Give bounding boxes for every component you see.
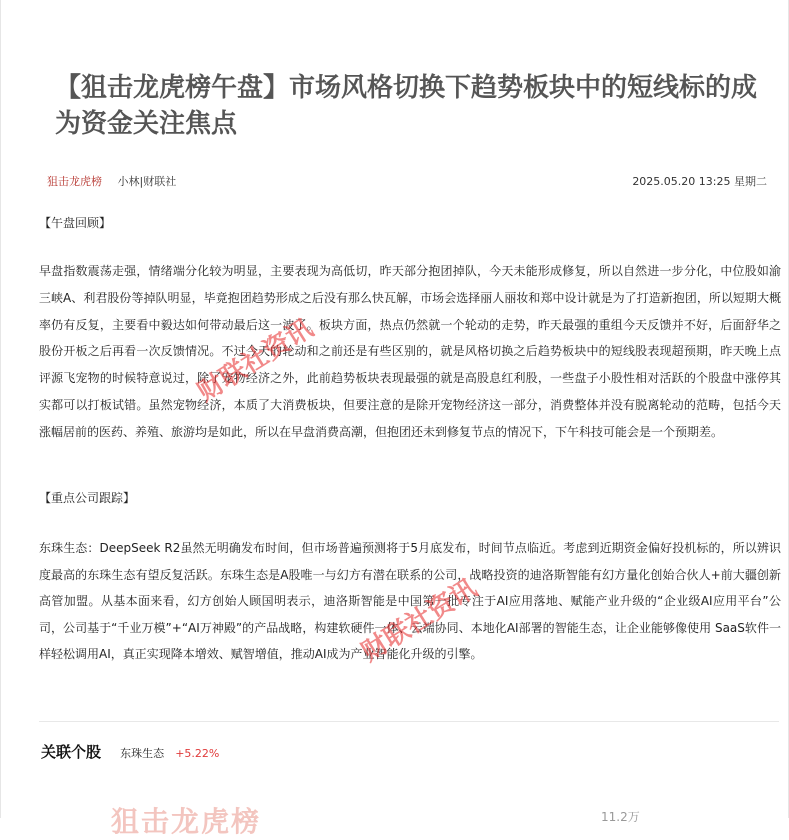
- related-stocks-label: 关联个股: [41, 743, 102, 761]
- section-body-tracking: 东珠生态：DeepSeek R2虽然无明确发布时间，但市场普遍预测将于5月底发布，时间节点临近。考虑到近期资金偏好投机标的，所以辨识度最高的东珠生态有望反复活跃。东珠生态是A股唯一与幻方有潜在联系的公司，战略投资的迪洛斯智能有幻方量化创始合伙人+前大疆创新高管加盟。从基本面来看，幻方创始人顾国明表示，迪洛斯智能是中国第一批专注于AI应用落地、赋能产业升级的“企业级AI应用平台”公司，公司基于“千业万模”+“AI万神殿”的产品战略，构建软硬件一体、云端协同、本地化AI部署的智能生态，让企业能够像使用 SaaS软件一样轻松调用AI，真正实现降本增效、赋智增值，推动AI成为产业智能化升级的引擎。: [39, 541, 781, 661]
- watermark: 财联社资讯: [192, 313, 319, 408]
- related-stocks: [41, 741, 219, 763]
- watermark: 财联社资讯: [356, 573, 483, 668]
- publish-datetime: 2025.05.20 13:25 星期二: [632, 175, 767, 188]
- section-heading-tracking: 【重点公司跟踪】: [39, 491, 136, 505]
- author-label: 小林|财联社: [117, 175, 177, 188]
- article-meta: [47, 173, 767, 191]
- section-body-review: 早盘指数震荡走强，情绪端分化较为明显，主要表现为高低切，昨天部分抱团掉队，今天未能形成修复，所以自然进一步分化，中位股如渝三峡A、利君股份等掉队明显，毕竟抱团趋势形成之后没有那么快瓦解，市场会选择丽人丽妆和郑中设计就是为了打造新抱团，所以短期大概率仍有反复，主要看中毅达如何带动最后这一波了。板块方面，热点仍然就一个轮动的走势，昨天最强的重组今天反馈并不好，后面舒华之股份开板之后再看一次反馈情况。不过今天的轮动和之前还是有些区别的，就是风格切换之后趋势板块中的短线股表现超预期，昨天晚上点评源飞宠物的时候特意说过，除了宠物经济之外，此前趋势板块表现最强的就是高股息红利股，一些盘子小股性相对活跃的个股盘中涨停其实都可以打板试错。虽然宠物经济，本质了大消费板块，但要注意的是除开宠物经济这一部分，消费整体并没有脱离轮动的范畴，包括今天涨幅居前的医药、养殖、旅游均是如此，所以在早盘消费高潮，但抱团还未到修复节点的情况下，下午科技可能会是一个预期差。: [39, 264, 781, 439]
- column-link[interactable]: 狙击龙虎榜: [47, 175, 102, 188]
- footer-column-logo: 狙击龙虎榜: [111, 805, 262, 838]
- stock-change: +5.22%: [175, 747, 220, 760]
- section-heading-review: 【午盘回顾】: [39, 216, 112, 230]
- footer-view-count: 11.2万: [601, 810, 640, 824]
- stock-link[interactable]: 东珠生态: [120, 747, 165, 760]
- divider: [39, 721, 779, 722]
- article-title: 【狙击龙虎榜午盘】市场风格切换下趋势板块中的短线标的成为资金关注焦点: [55, 73, 758, 139]
